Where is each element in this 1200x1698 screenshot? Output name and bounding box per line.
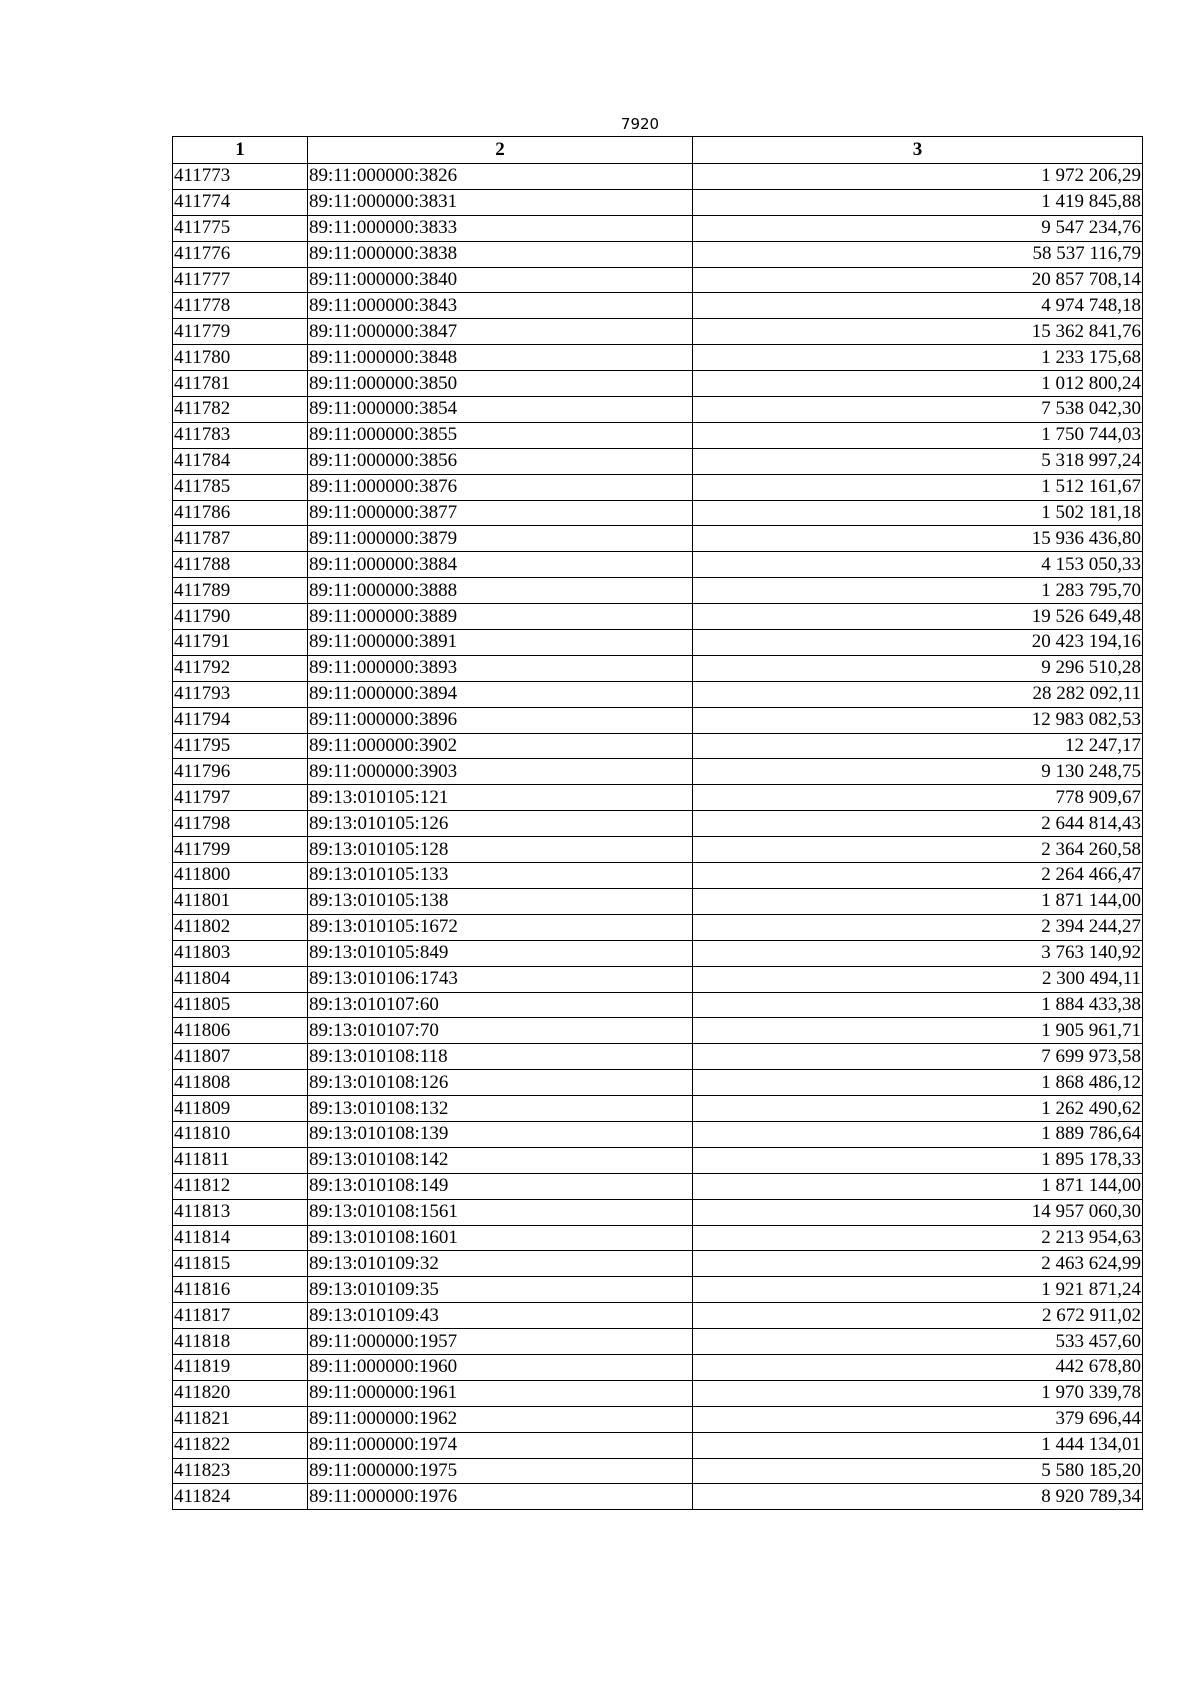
cadastral-value-cell: 1 419 845,88 bbox=[693, 189, 1143, 215]
table-row bbox=[173, 267, 1143, 293]
row-number-cell: 411816 bbox=[173, 1277, 308, 1303]
cadastral-value-cell: 4 974 748,18 bbox=[693, 293, 1143, 319]
row-number-cell: 411824 bbox=[173, 1484, 308, 1510]
table-row bbox=[173, 1044, 1143, 1070]
cadastral-number-cell: 89:11:000000:3838 bbox=[308, 241, 693, 267]
row-number-cell: 411810 bbox=[173, 1121, 308, 1147]
row-number-cell: 411776 bbox=[173, 241, 308, 267]
cadastral-value-cell: 2 300 494,11 bbox=[693, 966, 1143, 992]
table-row bbox=[173, 1199, 1143, 1225]
table-row bbox=[173, 707, 1143, 733]
table-row bbox=[173, 500, 1143, 526]
table-row bbox=[173, 604, 1143, 630]
row-number-cell: 411811 bbox=[173, 1147, 308, 1173]
cadastral-value-cell: 1 233 175,68 bbox=[693, 345, 1143, 371]
cadastral-value-cell: 1 905 961,71 bbox=[693, 1018, 1143, 1044]
cadastral-number-cell: 89:11:000000:3879 bbox=[308, 526, 693, 552]
cadastral-number-cell: 89:11:000000:1976 bbox=[308, 1484, 693, 1510]
cadastral-number-cell: 89:11:000000:3891 bbox=[308, 630, 693, 656]
table-row bbox=[173, 1380, 1143, 1406]
table-row bbox=[173, 397, 1143, 423]
table-row bbox=[173, 1121, 1143, 1147]
row-number-cell: 411787 bbox=[173, 526, 308, 552]
table-row bbox=[173, 914, 1143, 940]
cadastral-value-cell: 2 644 814,43 bbox=[693, 811, 1143, 837]
cadastral-number-cell: 89:13:010107:70 bbox=[308, 1018, 693, 1044]
cadastral-number-cell: 89:11:000000:3902 bbox=[308, 733, 693, 759]
row-number-cell: 411775 bbox=[173, 215, 308, 241]
cadastral-number-cell: 89:13:010105:126 bbox=[308, 811, 693, 837]
page-number: 7920 bbox=[620, 115, 660, 133]
cadastral-number-cell: 89:11:000000:3826 bbox=[308, 164, 693, 190]
cadastral-value-cell: 1 512 161,67 bbox=[693, 474, 1143, 500]
cadastral-value-cell: 12 983 082,53 bbox=[693, 707, 1143, 733]
cadastral-number-cell: 89:13:010107:60 bbox=[308, 992, 693, 1018]
cadastral-number-cell: 89:11:000000:1957 bbox=[308, 1329, 693, 1355]
cadastral-number-cell: 89:11:000000:1974 bbox=[308, 1432, 693, 1458]
cadastral-value-cell: 15 362 841,76 bbox=[693, 319, 1143, 345]
cadastral-value-cell: 58 537 116,79 bbox=[693, 241, 1143, 267]
row-number-cell: 411780 bbox=[173, 345, 308, 371]
cadastral-number-cell: 89:13:010105:121 bbox=[308, 785, 693, 811]
cadastral-value-cell: 1 871 144,00 bbox=[693, 888, 1143, 914]
cadastral-number-cell: 89:13:010105:849 bbox=[308, 940, 693, 966]
row-number-cell: 411814 bbox=[173, 1225, 308, 1251]
cadastral-number-cell: 89:11:000000:3850 bbox=[308, 371, 693, 397]
cadastral-number-cell: 89:11:000000:3896 bbox=[308, 707, 693, 733]
table-row bbox=[173, 966, 1143, 992]
cadastral-value-cell: 5 318 997,24 bbox=[693, 448, 1143, 474]
table-row bbox=[173, 630, 1143, 656]
cadastral-number-cell: 89:11:000000:3831 bbox=[308, 189, 693, 215]
cadastral-number-cell: 89:13:010108:139 bbox=[308, 1121, 693, 1147]
table-row bbox=[173, 371, 1143, 397]
cadastral-number-cell: 89:13:010108:132 bbox=[308, 1096, 693, 1122]
cadastral-number-cell: 89:11:000000:3877 bbox=[308, 500, 693, 526]
cadastral-number-cell: 89:11:000000:3889 bbox=[308, 604, 693, 630]
table-row bbox=[173, 1173, 1143, 1199]
table-row bbox=[173, 345, 1143, 371]
table-row bbox=[173, 1225, 1143, 1251]
cadastral-value-cell: 19 526 649,48 bbox=[693, 604, 1143, 630]
table-row bbox=[173, 863, 1143, 889]
cadastral-value-cell: 778 909,67 bbox=[693, 785, 1143, 811]
row-number-cell: 411818 bbox=[173, 1329, 308, 1355]
cadastral-value-cell: 14 957 060,30 bbox=[693, 1199, 1143, 1225]
cadastral-number-cell: 89:11:000000:3854 bbox=[308, 397, 693, 423]
row-number-cell: 411809 bbox=[173, 1096, 308, 1122]
cadastral-number-cell: 89:11:000000:1960 bbox=[308, 1354, 693, 1380]
column-header-3: 3 bbox=[693, 137, 1143, 164]
cadastral-value-cell: 28 282 092,11 bbox=[693, 681, 1143, 707]
row-number-cell: 411781 bbox=[173, 371, 308, 397]
cadastral-number-cell: 89:13:010109:43 bbox=[308, 1303, 693, 1329]
cadastral-value-cell: 2 364 260,58 bbox=[693, 837, 1143, 863]
cadastral-value-cell: 9 547 234,76 bbox=[693, 215, 1143, 241]
cadastral-value-cell: 379 696,44 bbox=[693, 1406, 1143, 1432]
cadastral-value-cell: 3 763 140,92 bbox=[693, 940, 1143, 966]
cadastral-number-cell: 89:11:000000:3843 bbox=[308, 293, 693, 319]
row-number-cell: 411804 bbox=[173, 966, 308, 992]
table-row bbox=[173, 1070, 1143, 1096]
row-number-cell: 411774 bbox=[173, 189, 308, 215]
cadastral-value-cell: 1 895 178,33 bbox=[693, 1147, 1143, 1173]
table-row bbox=[173, 655, 1143, 681]
cadastral-number-cell: 89:11:000000:3884 bbox=[308, 552, 693, 578]
cadastral-value-cell: 20 857 708,14 bbox=[693, 267, 1143, 293]
table-row bbox=[173, 1329, 1143, 1355]
cadastral-value-cell: 1 972 206,29 bbox=[693, 164, 1143, 190]
row-number-cell: 411808 bbox=[173, 1070, 308, 1096]
cadastral-number-cell: 89:13:010105:128 bbox=[308, 837, 693, 863]
cadastral-value-cell: 442 678,80 bbox=[693, 1354, 1143, 1380]
row-number-cell: 411821 bbox=[173, 1406, 308, 1432]
table-row bbox=[173, 164, 1143, 190]
table-row bbox=[173, 1406, 1143, 1432]
column-header-2: 2 bbox=[308, 137, 693, 164]
cadastral-number-cell: 89:11:000000:1961 bbox=[308, 1380, 693, 1406]
table-row bbox=[173, 992, 1143, 1018]
row-number-cell: 411805 bbox=[173, 992, 308, 1018]
cadastral-number-cell: 89:13:010105:1672 bbox=[308, 914, 693, 940]
row-number-cell: 411806 bbox=[173, 1018, 308, 1044]
row-number-cell: 411784 bbox=[173, 448, 308, 474]
cadastral-number-cell: 89:11:000000:1962 bbox=[308, 1406, 693, 1432]
row-number-cell: 411819 bbox=[173, 1354, 308, 1380]
row-number-cell: 411793 bbox=[173, 681, 308, 707]
row-number-cell: 411801 bbox=[173, 888, 308, 914]
cadastral-value-cell: 2 264 466,47 bbox=[693, 863, 1143, 889]
table-row bbox=[173, 1018, 1143, 1044]
cadastral-value-cell: 1 444 134,01 bbox=[693, 1432, 1143, 1458]
cadastral-number-cell: 89:11:000000:3903 bbox=[308, 759, 693, 785]
row-number-cell: 411778 bbox=[173, 293, 308, 319]
row-number-cell: 411790 bbox=[173, 604, 308, 630]
column-header-1: 1 bbox=[173, 137, 308, 164]
table-body bbox=[173, 164, 1143, 1510]
cadastral-number-cell: 89:13:010108:1561 bbox=[308, 1199, 693, 1225]
cadastral-value-cell: 7 699 973,58 bbox=[693, 1044, 1143, 1070]
table-row bbox=[173, 1096, 1143, 1122]
cadastral-value-cell: 8 920 789,34 bbox=[693, 1484, 1143, 1510]
table-row bbox=[173, 241, 1143, 267]
cadastral-number-cell: 89:11:000000:3856 bbox=[308, 448, 693, 474]
cadastral-value-cell: 2 394 244,27 bbox=[693, 914, 1143, 940]
row-number-cell: 411773 bbox=[173, 164, 308, 190]
cadastral-value-cell: 1 889 786,64 bbox=[693, 1121, 1143, 1147]
table-row bbox=[173, 215, 1143, 241]
table-row bbox=[173, 526, 1143, 552]
table-row bbox=[173, 1303, 1143, 1329]
cadastral-number-cell: 89:11:000000:3876 bbox=[308, 474, 693, 500]
table-row bbox=[173, 940, 1143, 966]
table-row bbox=[173, 189, 1143, 215]
table-row bbox=[173, 1432, 1143, 1458]
row-number-cell: 411785 bbox=[173, 474, 308, 500]
cadastral-value-table bbox=[172, 136, 1143, 1510]
row-number-cell: 411815 bbox=[173, 1251, 308, 1277]
table-row bbox=[173, 785, 1143, 811]
cadastral-value-cell: 2 672 911,02 bbox=[693, 1303, 1143, 1329]
cadastral-value-cell: 5 580 185,20 bbox=[693, 1458, 1143, 1484]
cadastral-number-cell: 89:11:000000:3840 bbox=[308, 267, 693, 293]
cadastral-value-cell: 4 153 050,33 bbox=[693, 552, 1143, 578]
cadastral-value-cell: 9 130 248,75 bbox=[693, 759, 1143, 785]
cadastral-value-cell: 2 213 954,63 bbox=[693, 1225, 1143, 1251]
cadastral-number-cell: 89:11:000000:3848 bbox=[308, 345, 693, 371]
cadastral-number-cell: 89:13:010105:138 bbox=[308, 888, 693, 914]
cadastral-number-cell: 89:13:010108:142 bbox=[308, 1147, 693, 1173]
cadastral-number-cell: 89:13:010109:35 bbox=[308, 1277, 693, 1303]
row-number-cell: 411799 bbox=[173, 837, 308, 863]
table-row bbox=[173, 319, 1143, 345]
cadastral-number-cell: 89:11:000000:3888 bbox=[308, 578, 693, 604]
cadastral-value-cell: 15 936 436,80 bbox=[693, 526, 1143, 552]
row-number-cell: 411795 bbox=[173, 733, 308, 759]
cadastral-number-cell: 89:13:010105:133 bbox=[308, 863, 693, 889]
cadastral-value-cell: 1 868 486,12 bbox=[693, 1070, 1143, 1096]
row-number-cell: 411797 bbox=[173, 785, 308, 811]
row-number-cell: 411783 bbox=[173, 422, 308, 448]
cadastral-value-cell: 1 502 181,18 bbox=[693, 500, 1143, 526]
cadastral-value-cell: 1 970 339,78 bbox=[693, 1380, 1143, 1406]
cadastral-number-cell: 89:11:000000:3847 bbox=[308, 319, 693, 345]
row-number-cell: 411807 bbox=[173, 1044, 308, 1070]
row-number-cell: 411788 bbox=[173, 552, 308, 578]
row-number-cell: 411812 bbox=[173, 1173, 308, 1199]
table-row bbox=[173, 1484, 1143, 1510]
row-number-cell: 411803 bbox=[173, 940, 308, 966]
row-number-cell: 411796 bbox=[173, 759, 308, 785]
table-row bbox=[173, 681, 1143, 707]
header-row bbox=[173, 137, 1143, 164]
row-number-cell: 411779 bbox=[173, 319, 308, 345]
table-row bbox=[173, 1147, 1143, 1173]
table-row bbox=[173, 1277, 1143, 1303]
cadastral-number-cell: 89:13:010108:1601 bbox=[308, 1225, 693, 1251]
table-row bbox=[173, 552, 1143, 578]
cadastral-number-cell: 89:13:010108:126 bbox=[308, 1070, 693, 1096]
cadastral-value-cell: 1 262 490,62 bbox=[693, 1096, 1143, 1122]
row-number-cell: 411802 bbox=[173, 914, 308, 940]
row-number-cell: 411817 bbox=[173, 1303, 308, 1329]
row-number-cell: 411794 bbox=[173, 707, 308, 733]
cadastral-number-cell: 89:11:000000:3894 bbox=[308, 681, 693, 707]
cadastral-value-cell: 1 012 800,24 bbox=[693, 371, 1143, 397]
cadastral-value-cell: 1 750 744,03 bbox=[693, 422, 1143, 448]
table-row bbox=[173, 578, 1143, 604]
cadastral-value-cell: 2 463 624,99 bbox=[693, 1251, 1143, 1277]
table-row bbox=[173, 422, 1143, 448]
table-row bbox=[173, 837, 1143, 863]
row-number-cell: 411813 bbox=[173, 1199, 308, 1225]
row-number-cell: 411792 bbox=[173, 655, 308, 681]
table-row bbox=[173, 474, 1143, 500]
table-row bbox=[173, 1354, 1143, 1380]
cadastral-number-cell: 89:11:000000:3855 bbox=[308, 422, 693, 448]
cadastral-value-cell: 1 921 871,24 bbox=[693, 1277, 1143, 1303]
row-number-cell: 411782 bbox=[173, 397, 308, 423]
row-number-cell: 411798 bbox=[173, 811, 308, 837]
row-number-cell: 411777 bbox=[173, 267, 308, 293]
table-row bbox=[173, 733, 1143, 759]
cadastral-value-cell: 20 423 194,16 bbox=[693, 630, 1143, 656]
cadastral-number-cell: 89:11:000000:3893 bbox=[308, 655, 693, 681]
table-row bbox=[173, 293, 1143, 319]
cadastral-value-cell: 1 283 795,70 bbox=[693, 578, 1143, 604]
table-header bbox=[173, 137, 1143, 164]
cadastral-number-cell: 89:11:000000:1975 bbox=[308, 1458, 693, 1484]
table-row bbox=[173, 759, 1143, 785]
cadastral-value-cell: 1 884 433,38 bbox=[693, 992, 1143, 1018]
row-number-cell: 411800 bbox=[173, 863, 308, 889]
cadastral-number-cell: 89:11:000000:3833 bbox=[308, 215, 693, 241]
row-number-cell: 411791 bbox=[173, 630, 308, 656]
cadastral-number-cell: 89:13:010108:118 bbox=[308, 1044, 693, 1070]
table-row bbox=[173, 1458, 1143, 1484]
cadastral-value-cell: 9 296 510,28 bbox=[693, 655, 1143, 681]
cadastral-number-cell: 89:13:010108:149 bbox=[308, 1173, 693, 1199]
row-number-cell: 411823 bbox=[173, 1458, 308, 1484]
cadastral-value-cell: 533 457,60 bbox=[693, 1329, 1143, 1355]
table-row bbox=[173, 888, 1143, 914]
row-number-cell: 411789 bbox=[173, 578, 308, 604]
row-number-cell: 411822 bbox=[173, 1432, 308, 1458]
table-row bbox=[173, 811, 1143, 837]
cadastral-value-cell: 7 538 042,30 bbox=[693, 397, 1143, 423]
cadastral-number-cell: 89:13:010109:32 bbox=[308, 1251, 693, 1277]
cadastral-value-cell: 12 247,17 bbox=[693, 733, 1143, 759]
cadastral-value-cell: 1 871 144,00 bbox=[693, 1173, 1143, 1199]
row-number-cell: 411820 bbox=[173, 1380, 308, 1406]
cadastral-number-cell: 89:13:010106:1743 bbox=[308, 966, 693, 992]
table-row bbox=[173, 448, 1143, 474]
table-row bbox=[173, 1251, 1143, 1277]
row-number-cell: 411786 bbox=[173, 500, 308, 526]
